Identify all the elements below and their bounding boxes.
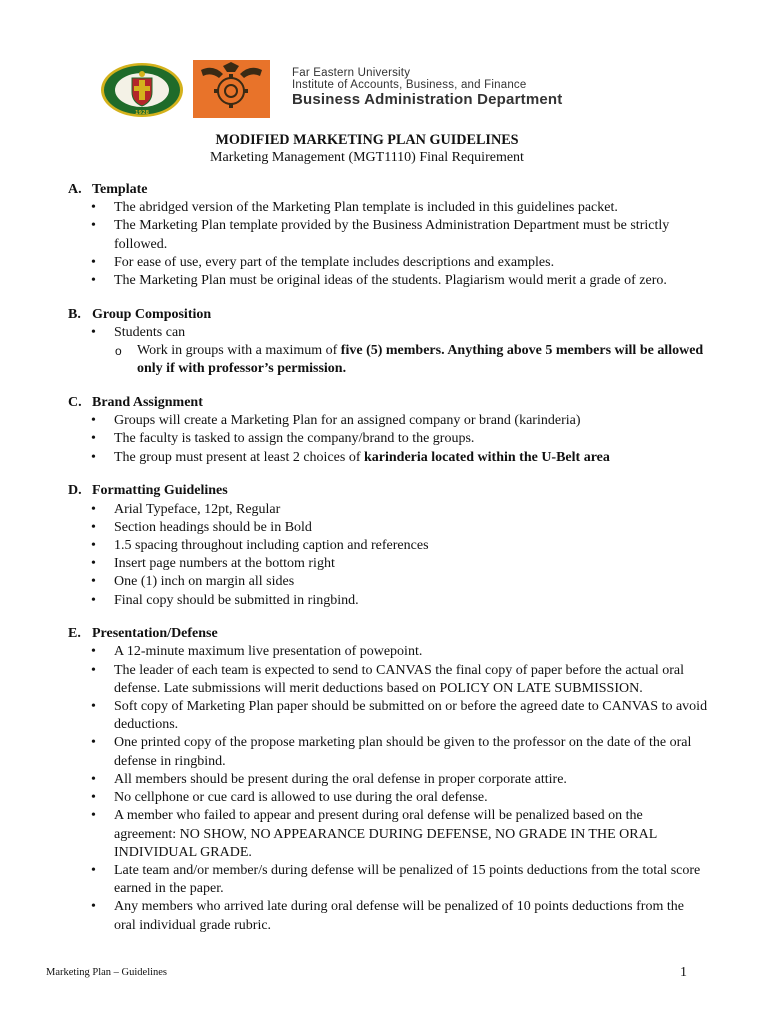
section-title: Template bbox=[92, 182, 148, 197]
section-heading bbox=[68, 181, 708, 199]
bullet-list bbox=[68, 199, 708, 290]
list-item: • One (1) inch on margin all sides bbox=[114, 573, 708, 591]
list-item: • The abridged version of the Marketing Plan template is included in this guidelines packet. bbox=[114, 199, 708, 217]
footer-title: Marketing Plan – Guidelines bbox=[46, 967, 168, 978]
list-item: • Any members who arrived late during oral defense will be penalized of 10 points deductions from the oral individual grade rubric. bbox=[114, 898, 708, 934]
list-item: • The faculty is tasked to assign the company/brand to the groups. bbox=[114, 430, 708, 448]
section-presentation-defense bbox=[68, 625, 708, 934]
institution-line2: Institute of Accounts, Business, and Finance bbox=[292, 79, 527, 91]
list-item: • Section headings should be in Bold bbox=[114, 519, 708, 537]
section-letter: B. bbox=[68, 306, 81, 322]
svg-text:1928: 1928 bbox=[135, 110, 149, 116]
list-item: • Final copy should be submitted in ringbind. bbox=[114, 592, 708, 610]
document-title: MODIFIED MARKETING PLAN GUIDELINES bbox=[215, 132, 519, 148]
section-title: Formatting Guidelines bbox=[92, 483, 228, 499]
bullet-list bbox=[68, 643, 708, 934]
feu-seal-logo bbox=[100, 62, 184, 118]
list-item: • One printed copy of the propose marketing plan should be given to the professor on the date of the oral defense in ringbind. bbox=[114, 734, 708, 770]
section-letter: A. bbox=[68, 182, 82, 197]
document-subtitle: Marketing Management (MGT1110) Final Requirement bbox=[210, 150, 524, 165]
list-item: • The Marketing Plan template provided by the Business Administration Department must be strictly followed. bbox=[114, 217, 708, 253]
list-item: • Late team and/or member/s during defense will be penalized of 15 points deductions from the total score earned in the paper. bbox=[114, 862, 708, 898]
sub-list bbox=[114, 342, 708, 378]
sub-item-bold-text: five (5) members. Anything above 5 members will be allowed only if with professor’s permission. bbox=[137, 343, 704, 377]
list-item: • A member who failed to appear and present during oral defense will be penalized based on the agreement: NO SHOW, NO APPEARANCE DURING DEFENSE, NO GRADE IN THE ORAL INDIVIDUAL GRADE. bbox=[114, 807, 708, 862]
list-item bbox=[114, 449, 708, 467]
list-item-bold-text: karinderia located within the U-Belt area bbox=[363, 449, 610, 465]
bullet-list bbox=[68, 412, 708, 467]
page-number: 1 bbox=[680, 965, 687, 980]
section-title: Group Composition bbox=[92, 306, 212, 322]
section-template bbox=[68, 181, 708, 290]
list-item: • A 12-minute maximum live presentation of powepoint. bbox=[114, 643, 708, 661]
list-item: • The Marketing Plan must be original ideas of the students. Plagiarism would merit a grade of zero. bbox=[114, 272, 708, 290]
section-heading bbox=[68, 482, 708, 500]
department-name: Business Administration Department bbox=[292, 91, 563, 108]
institution-name bbox=[292, 67, 562, 109]
list-item-text: Students can bbox=[114, 324, 186, 340]
list-item: • The leader of each team is expected to send to CANVAS the final copy of paper before the actual oral defense. Late submissions will merit deductions based on POLICY ON LATE SUBMISSION. bbox=[114, 662, 708, 698]
title-block bbox=[0, 131, 734, 167]
bullet-list bbox=[68, 501, 708, 610]
section-heading bbox=[68, 625, 708, 643]
institution-line1: Far Eastern University bbox=[292, 67, 411, 79]
section-group-composition bbox=[68, 306, 708, 379]
sub-list-item bbox=[137, 342, 708, 378]
document-body bbox=[68, 181, 708, 950]
bullet-list bbox=[68, 324, 708, 379]
letterhead bbox=[100, 58, 660, 124]
section-letter: C. bbox=[68, 395, 82, 411]
section-brand-assignment bbox=[68, 394, 708, 467]
section-letter: D. bbox=[68, 483, 82, 499]
list-item: • Groups will create a Marketing Plan for an assigned company or brand (karinderia) bbox=[114, 412, 708, 430]
section-title: Brand Assignment bbox=[92, 395, 203, 411]
section-letter: E. bbox=[68, 626, 81, 642]
section-heading bbox=[68, 394, 708, 412]
section-formatting-guidelines bbox=[68, 482, 708, 609]
list-item: • All members should be present during the oral defense in proper corporate attire. bbox=[114, 771, 708, 789]
section-heading bbox=[68, 306, 708, 324]
section-title: Presentation/Defense bbox=[92, 626, 218, 642]
list-item: • Soft copy of Marketing Plan paper should be submitted on or before the agreed date to CANVAS to avoid deductions. bbox=[114, 698, 708, 734]
sub-item-text: Work in groups with a maximum of bbox=[137, 343, 341, 359]
list-item: • No cellphone or cue card is allowed to use during the oral defense. bbox=[114, 789, 708, 807]
list-item bbox=[114, 324, 708, 379]
list-item: • 1.5 spacing throughout including caption and references bbox=[114, 537, 708, 555]
list-item-text: The group must present at least 2 choices of bbox=[114, 449, 364, 465]
list-item: • For ease of use, every part of the template includes descriptions and examples. bbox=[114, 254, 708, 272]
iabf-gear-logo bbox=[193, 60, 270, 118]
list-item: • Arial Typeface, 12pt, Regular bbox=[114, 501, 708, 519]
list-item: • Insert page numbers at the bottom right bbox=[114, 555, 708, 573]
